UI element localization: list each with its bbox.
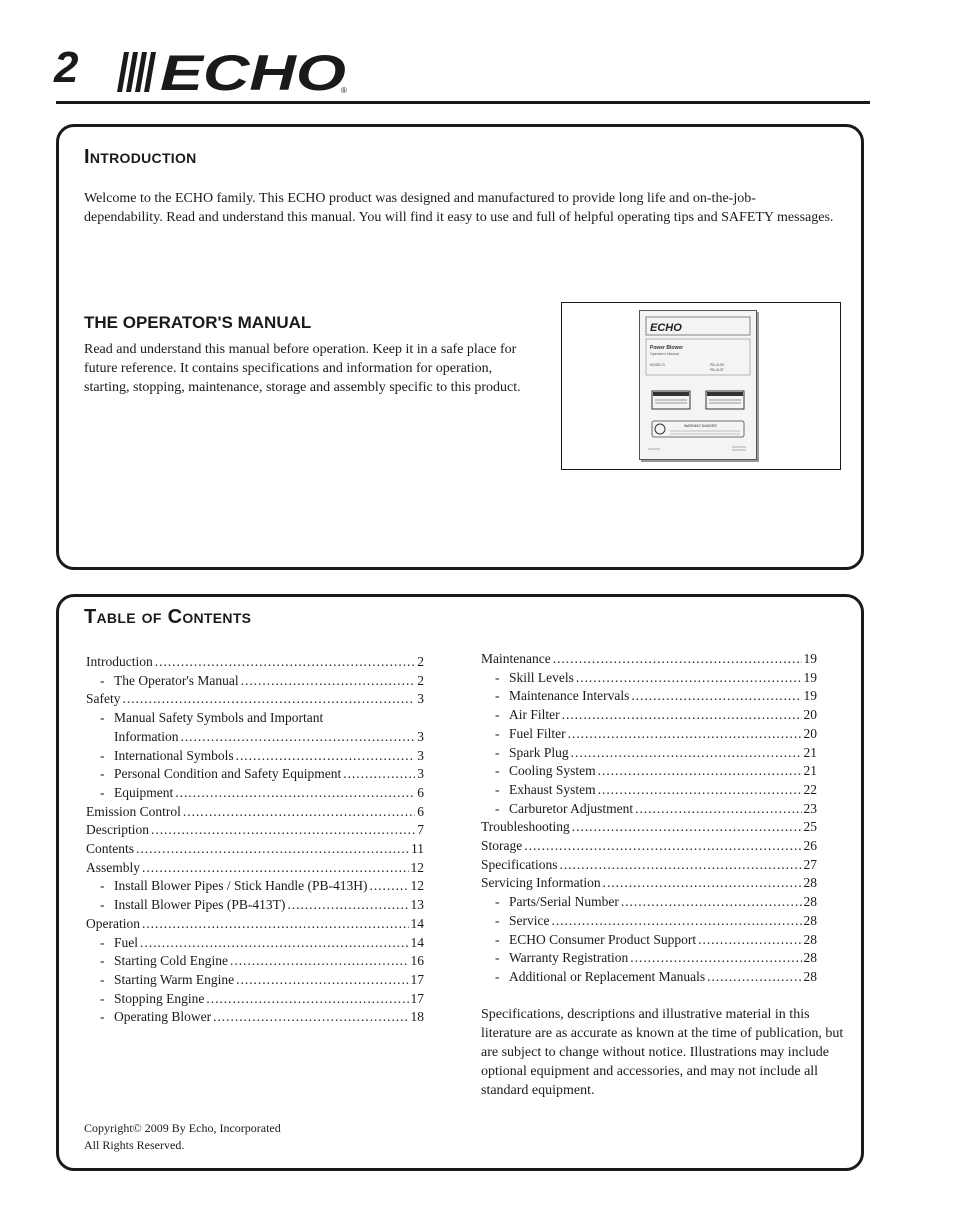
toc-dash: - bbox=[100, 784, 105, 800]
page-number: 2 bbox=[54, 43, 79, 92]
toc-entry-title: Assembly bbox=[86, 859, 140, 875]
toc-page-number: 25 bbox=[803, 819, 817, 835]
svg-text:ECHO: ECHO bbox=[650, 322, 682, 334]
toc-leader bbox=[142, 859, 409, 878]
toc-entry-title: Equipment bbox=[114, 784, 174, 800]
toc-entry-title: Contents bbox=[86, 841, 135, 857]
toc-page-number: 16 bbox=[410, 953, 424, 969]
toc-entry bbox=[481, 856, 817, 875]
toc-leader bbox=[572, 818, 802, 837]
manual-cover-page bbox=[639, 310, 757, 460]
toc-entry-title: Fuel bbox=[114, 934, 139, 950]
toc-entry bbox=[481, 893, 817, 912]
toc-leader bbox=[175, 784, 415, 803]
toc-entry-title: Stopping Engine bbox=[114, 990, 205, 1006]
toc-leader bbox=[576, 669, 802, 688]
toc-leader bbox=[151, 821, 415, 840]
toc-page-number: 28 bbox=[803, 894, 817, 910]
toc-leader bbox=[140, 934, 408, 953]
toc-entry bbox=[86, 971, 424, 990]
toc-page-number: 2 bbox=[417, 672, 424, 688]
toc-leader bbox=[230, 952, 409, 971]
toc-page-number: 21 bbox=[803, 763, 817, 779]
toc-entry-title: Operating Blower bbox=[114, 1009, 212, 1025]
toc-page-number: 28 bbox=[803, 931, 817, 947]
toc-entry-title: Cooling System bbox=[509, 763, 596, 779]
rights-line: All Rights Reserved. bbox=[84, 1138, 185, 1152]
toc-leader bbox=[236, 747, 416, 766]
toc-dash: - bbox=[100, 710, 105, 726]
toc-entry bbox=[86, 672, 424, 691]
toc-leader bbox=[287, 896, 408, 915]
toc-dash: - bbox=[100, 1009, 105, 1025]
toc-entry-continued bbox=[86, 728, 424, 747]
toc-entry-title: Emission Control bbox=[86, 803, 181, 819]
toc-page-number: 20 bbox=[803, 725, 817, 741]
toc-leader bbox=[136, 840, 409, 859]
toc-page-number: 12 bbox=[410, 859, 424, 875]
toc-leader bbox=[630, 949, 801, 968]
svg-text:MODELS: MODELS bbox=[650, 363, 665, 367]
toc-entry-title: Warranty Registration bbox=[509, 950, 629, 966]
toc-entry bbox=[86, 765, 424, 784]
toc-dash: - bbox=[495, 744, 500, 760]
toc-entry bbox=[481, 650, 817, 669]
toc-page-number: 2 bbox=[417, 654, 424, 669]
toc-entry-title: Starting Cold Engine bbox=[114, 953, 228, 969]
toc-page-number: 19 bbox=[803, 688, 817, 704]
toc-entry bbox=[481, 837, 817, 856]
toc-entry-title: Install Blower Pipes (PB-413T) bbox=[114, 897, 286, 913]
toc-entry-title: Manual Safety Symbols and Important bbox=[114, 710, 324, 726]
toc-entry bbox=[86, 1008, 424, 1027]
introduction-text: Welcome to the ECHO family. This ECHO product was designed and manufactured to provide long life and on-the-job-dependability. Read and understand this manual. You will find it easy to use and full of helpful operating tips and SAFETY messages. bbox=[84, 191, 834, 225]
toc-entry-title: The Operator's Manual bbox=[114, 672, 239, 688]
toc-dash: - bbox=[100, 971, 105, 987]
toc-dash: - bbox=[100, 747, 105, 763]
toc-entry-title: Servicing Information bbox=[481, 875, 601, 891]
toc-entry bbox=[481, 912, 817, 931]
toc-page-number: 18 bbox=[410, 1009, 424, 1025]
toc-entry-title: Safety bbox=[86, 691, 121, 707]
toc-leader bbox=[568, 725, 802, 744]
toc-page-number: 28 bbox=[803, 950, 817, 966]
toc-page-number: 11 bbox=[411, 841, 424, 857]
toc-leader bbox=[236, 971, 408, 990]
toc-leader bbox=[553, 650, 802, 669]
toc-dash: - bbox=[495, 707, 500, 723]
toc-dash: - bbox=[495, 950, 500, 966]
toc-leader bbox=[369, 877, 408, 896]
svg-text:Power Blower: Power Blower bbox=[650, 345, 684, 351]
toc-page-number: 17 bbox=[410, 990, 424, 1006]
toc-page-number: 19 bbox=[803, 651, 817, 666]
toc-entry bbox=[481, 968, 817, 987]
disclaimer-text: Specifications, descriptions and illustrative material in this literature are as accurate as known at the time of publication, but are subject to change without notice. Illustrations may include optional equipment and accessories, and may not include all standard equipment. bbox=[481, 1007, 844, 1098]
toc-entry bbox=[481, 931, 817, 950]
toc-entry-title: Parts/Serial Number bbox=[509, 894, 619, 910]
toc-entry-title: Specifications bbox=[481, 856, 558, 872]
toc-dash: - bbox=[495, 725, 500, 741]
toc-page-number: 22 bbox=[803, 781, 817, 797]
toc-dash: - bbox=[495, 688, 500, 704]
toc-entry bbox=[86, 877, 424, 896]
toc-entry bbox=[481, 874, 817, 893]
toc-leader bbox=[241, 672, 416, 691]
toc-entry bbox=[86, 690, 424, 709]
toc-leader bbox=[213, 1008, 408, 1027]
toc-entry-title: Starting Warm Engine bbox=[114, 971, 235, 987]
toc-dash: - bbox=[100, 897, 105, 913]
toc-entry bbox=[481, 706, 817, 725]
toc-leader bbox=[142, 915, 409, 934]
toc-leader bbox=[524, 837, 801, 856]
table-of-contents-heading: Table of Contents bbox=[84, 606, 252, 628]
toc-entry bbox=[481, 949, 817, 968]
toc-entry-title: Troubleshooting bbox=[481, 819, 570, 835]
toc-entry-title: Fuel Filter bbox=[509, 725, 566, 741]
svg-text:Operator's Manual: Operator's Manual bbox=[650, 352, 679, 356]
toc-entry-title: Maintenance bbox=[481, 651, 551, 666]
toc-entry bbox=[86, 859, 424, 878]
svg-text:WARNING DANGER: WARNING DANGER bbox=[684, 424, 717, 428]
toc-entry-title: Service bbox=[509, 912, 550, 928]
toc-page-number: 3 bbox=[417, 691, 424, 707]
svg-text:PB-413T: PB-413T bbox=[710, 368, 724, 372]
toc-entry-title: Introduction bbox=[86, 654, 153, 669]
toc-entry-title: Carburetor Adjustment bbox=[509, 800, 634, 816]
toc-entry-title: Spark Plug bbox=[509, 744, 569, 760]
toc-dash: - bbox=[100, 672, 105, 688]
toc-entry-title: Air Filter bbox=[509, 707, 560, 723]
toc-leader bbox=[631, 687, 801, 706]
toc-page-number: 12 bbox=[410, 878, 424, 894]
toc-dash: - bbox=[100, 878, 105, 894]
toc-page-number: 3 bbox=[417, 747, 424, 763]
toc-dash: - bbox=[495, 669, 500, 685]
toc-page-number: 19 bbox=[803, 669, 817, 685]
toc-entry-title: Information bbox=[114, 728, 179, 744]
toc-entry bbox=[481, 762, 817, 781]
toc-dash: - bbox=[495, 894, 500, 910]
svg-text:ECHO: ECHO bbox=[160, 48, 347, 94]
toc-entry-title: Install Blower Pipes / Stick Handle (PB-413H) bbox=[114, 878, 368, 894]
toc-leader bbox=[123, 690, 416, 709]
toc-entry bbox=[481, 781, 817, 800]
toc-entry-title: Description bbox=[86, 822, 149, 838]
toc-dash: - bbox=[100, 934, 105, 950]
toc-page-number: 17 bbox=[410, 971, 424, 987]
toc-entry bbox=[86, 915, 424, 934]
toc-page-number: 14 bbox=[410, 915, 424, 931]
toc-leader bbox=[598, 762, 802, 781]
toc-page-number: 6 bbox=[417, 803, 424, 819]
toc-left-column bbox=[86, 653, 424, 1027]
echo-logo bbox=[116, 48, 352, 99]
toc-right-column bbox=[481, 650, 817, 987]
toc-page-number: 20 bbox=[803, 707, 817, 723]
toc-entry-title: Personal Condition and Safety Equipment bbox=[114, 766, 342, 782]
toc-leader bbox=[621, 893, 802, 912]
toc-entry bbox=[481, 818, 817, 837]
toc-entry bbox=[481, 800, 817, 819]
registered-mark: ® bbox=[341, 86, 347, 95]
toc-page-number: 28 bbox=[803, 968, 817, 984]
toc-entry bbox=[86, 653, 424, 672]
toc-entry-title: Additional or Replacement Manuals bbox=[509, 968, 706, 984]
toc-page-number: 27 bbox=[803, 856, 817, 872]
toc-entry bbox=[86, 747, 424, 766]
toc-leader bbox=[598, 781, 802, 800]
operators-manual-heading: THE OPERATOR'S MANUAL bbox=[84, 313, 312, 332]
toc-entry bbox=[481, 687, 817, 706]
toc-leader bbox=[698, 931, 801, 950]
toc-dash: - bbox=[495, 800, 500, 816]
toc-entry bbox=[86, 709, 424, 728]
toc-entry bbox=[86, 896, 424, 915]
toc-dash: - bbox=[100, 766, 105, 782]
introduction-heading: Introduction bbox=[84, 146, 197, 168]
header-rule bbox=[56, 101, 870, 104]
toc-entry-title: Storage bbox=[481, 838, 523, 854]
toc-entry-title: Maintenance Intervals bbox=[509, 688, 630, 704]
toc-page-number: 28 bbox=[803, 912, 817, 928]
toc-entry bbox=[86, 784, 424, 803]
copyright-line: Copyright© 2009 By Echo, Incorporated bbox=[84, 1121, 281, 1135]
toc-page-number: 3 bbox=[417, 728, 424, 744]
toc-leader bbox=[707, 968, 801, 987]
toc-entry bbox=[481, 669, 817, 688]
toc-leader bbox=[635, 800, 801, 819]
operators-manual-text: Read and understand this manual before operation. Keep it in a safe place for future reference. It contains specifications and information for operation, starting, stopping, maintenance, storage and assembly specific to this product. bbox=[84, 342, 521, 395]
copyright bbox=[84, 1120, 281, 1154]
toc-entry-title: Operation bbox=[86, 915, 140, 931]
toc-leader bbox=[183, 803, 415, 822]
toc-dash: - bbox=[495, 931, 500, 947]
toc-dash: - bbox=[100, 990, 105, 1006]
toc-entry bbox=[86, 821, 424, 840]
toc-entry bbox=[86, 803, 424, 822]
manual-cover-image bbox=[561, 302, 841, 470]
toc-dash: - bbox=[495, 912, 500, 928]
toc-page-number: 3 bbox=[417, 766, 424, 782]
toc-entry-title: Skill Levels bbox=[509, 669, 574, 685]
toc-entry bbox=[86, 990, 424, 1009]
toc-leader bbox=[180, 728, 415, 747]
toc-entry bbox=[86, 934, 424, 953]
toc-leader bbox=[551, 912, 801, 931]
toc-page-number: 14 bbox=[410, 934, 424, 950]
svg-text:PB-413H: PB-413H bbox=[710, 363, 725, 367]
toc-page-number: 28 bbox=[803, 875, 817, 891]
toc-entry bbox=[86, 952, 424, 971]
toc-leader bbox=[343, 765, 415, 784]
toc-page-number: 7 bbox=[417, 822, 424, 838]
toc-leader bbox=[559, 856, 801, 875]
toc-page-number: 26 bbox=[803, 838, 817, 854]
toc-page-number: 6 bbox=[417, 784, 424, 800]
toc-leader bbox=[155, 653, 416, 672]
toc-entry-title: ECHO Consumer Product Support bbox=[509, 931, 697, 947]
toc-entry bbox=[481, 744, 817, 763]
toc-entry bbox=[481, 725, 817, 744]
toc-page-number: 13 bbox=[410, 897, 424, 913]
toc-leader bbox=[571, 744, 802, 763]
toc-page-number: 23 bbox=[803, 800, 817, 816]
toc-entry-title: International Symbols bbox=[114, 747, 234, 763]
toc-dash: - bbox=[495, 763, 500, 779]
toc-leader bbox=[603, 874, 802, 893]
toc-dash: - bbox=[495, 781, 500, 797]
toc-leader bbox=[562, 706, 802, 725]
toc-dash: - bbox=[495, 968, 500, 984]
toc-leader bbox=[206, 990, 408, 1009]
toc-entry-title: Exhaust System bbox=[509, 781, 596, 797]
toc-dash: - bbox=[100, 953, 105, 969]
toc-entry bbox=[86, 840, 424, 859]
toc-page-number: 21 bbox=[803, 744, 817, 760]
